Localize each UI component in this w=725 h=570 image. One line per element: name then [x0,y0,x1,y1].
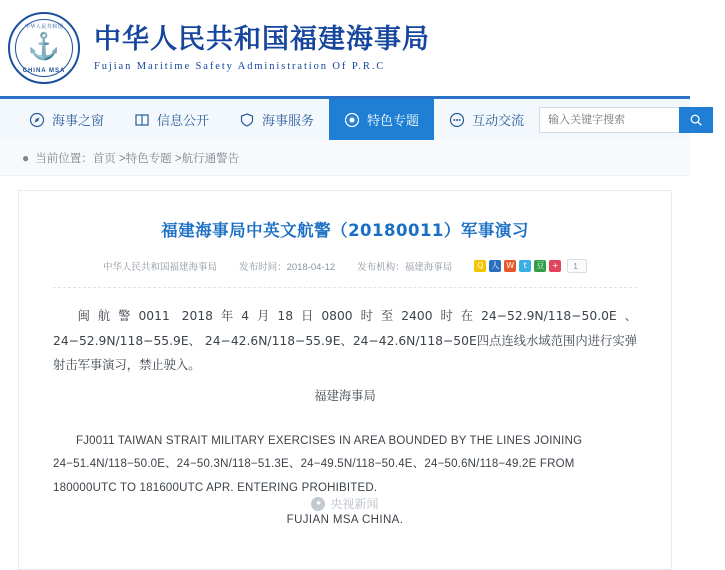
watermark-text: 央视新闻 [330,497,379,511]
site-title-block [94,24,430,72]
site-title-cn: 中华人民共和国福建海事局 [94,23,430,55]
logo-inner-ring [15,19,73,77]
book-icon [134,112,150,128]
article-paragraph-en: FJ0011 TAIWAN STRAIT MILITARY EXERCISES IN AREA BOUNDED BY THE LINES JOINING 24−51.4N/118−50.0E、24−50.3N/118−51.3E、24−49.5N/118−50.4E、24−50.6N/118−49.2E FROM 180000UTC TO 181600UTC APR. ENTERING PROHIBITED. [53,434,583,494]
weibo-icon: ✦ [311,497,325,511]
tencent-weibo-icon[interactable]: t [519,260,531,272]
search-button[interactable] [679,107,713,133]
article-meta [53,259,637,273]
qzone-icon[interactable]: Q [474,260,486,272]
nav-item-tesezhuanti[interactable] [329,99,434,140]
china-msa-logo [8,12,80,84]
nav-item-label: 特色专题 [367,113,420,128]
nav-item-haishizhichuang[interactable] [14,99,119,140]
chat-icon [449,112,465,128]
breadcrumb [0,140,690,176]
logo-bottom-text: CHINA MSA [22,68,66,74]
article-signature-en: FUJIAN MSA CHINA. [286,514,404,527]
search-input[interactable] [539,107,679,133]
renren-icon[interactable]: 人 [491,261,500,270]
article-card [18,190,672,570]
douban-icon[interactable]: 豆 [536,261,545,270]
breadcrumb-text[interactable]: 当前位置：首页 >特色专题 >航行通警告 [35,152,240,165]
nav-item-hudongjiaoliu[interactable] [434,99,539,140]
article-paragraph-cn: 闽航警0011 2018年4月18日0800时至2400时在24−52.9N/118−50.0E、24−52.9N/118−55.9E、 24−42.6N/118−55.9E、24−42.6N/118−50E四点连线水域范围内进行实弹射击军事演习，禁止驶入。 [53,309,637,373]
article-signature-cn: 福建海事局 [314,388,376,403]
compass-icon [29,112,45,128]
anchor-icon: ⚓ [27,31,61,61]
share-bar [474,259,587,273]
nav-item-label: 海事服务 [262,113,315,128]
page-title: 福建海事局中英文航警（20180011）军事演习 [161,221,529,240]
search-icon [689,113,703,127]
site-title-en: Fujian Maritime Safety Administration Of P.R.C [94,61,386,73]
lifebuoy-icon [344,112,360,128]
article-publisher: 发布机构：福建海事局 [357,262,453,273]
article-source: 中华人民共和国福建海事局 [103,262,218,273]
meta-divider [53,287,637,288]
shield-icon [239,112,255,128]
logo-top-text: 中华人民共和国 [24,24,64,30]
sina-weibo-icon[interactable]: W [504,260,516,272]
watermark [0,495,690,512]
nav-item-label: 信息公开 [157,113,210,128]
share-count: 1 [567,259,587,273]
more-share-icon[interactable]: + [549,260,561,272]
location-pin-icon: ● [22,150,30,165]
site-header [0,0,690,96]
nav-item-label: 互动交流 [472,113,525,128]
nav-item-label: 海事之窗 [52,113,105,128]
main-navigation [0,96,690,140]
nav-item-haishifuwu[interactable] [224,99,329,140]
article-publish-time: 发布时间：2018-04-12 [239,262,336,273]
nav-item-xinxigongkai[interactable] [119,99,224,140]
site-search [539,99,725,140]
